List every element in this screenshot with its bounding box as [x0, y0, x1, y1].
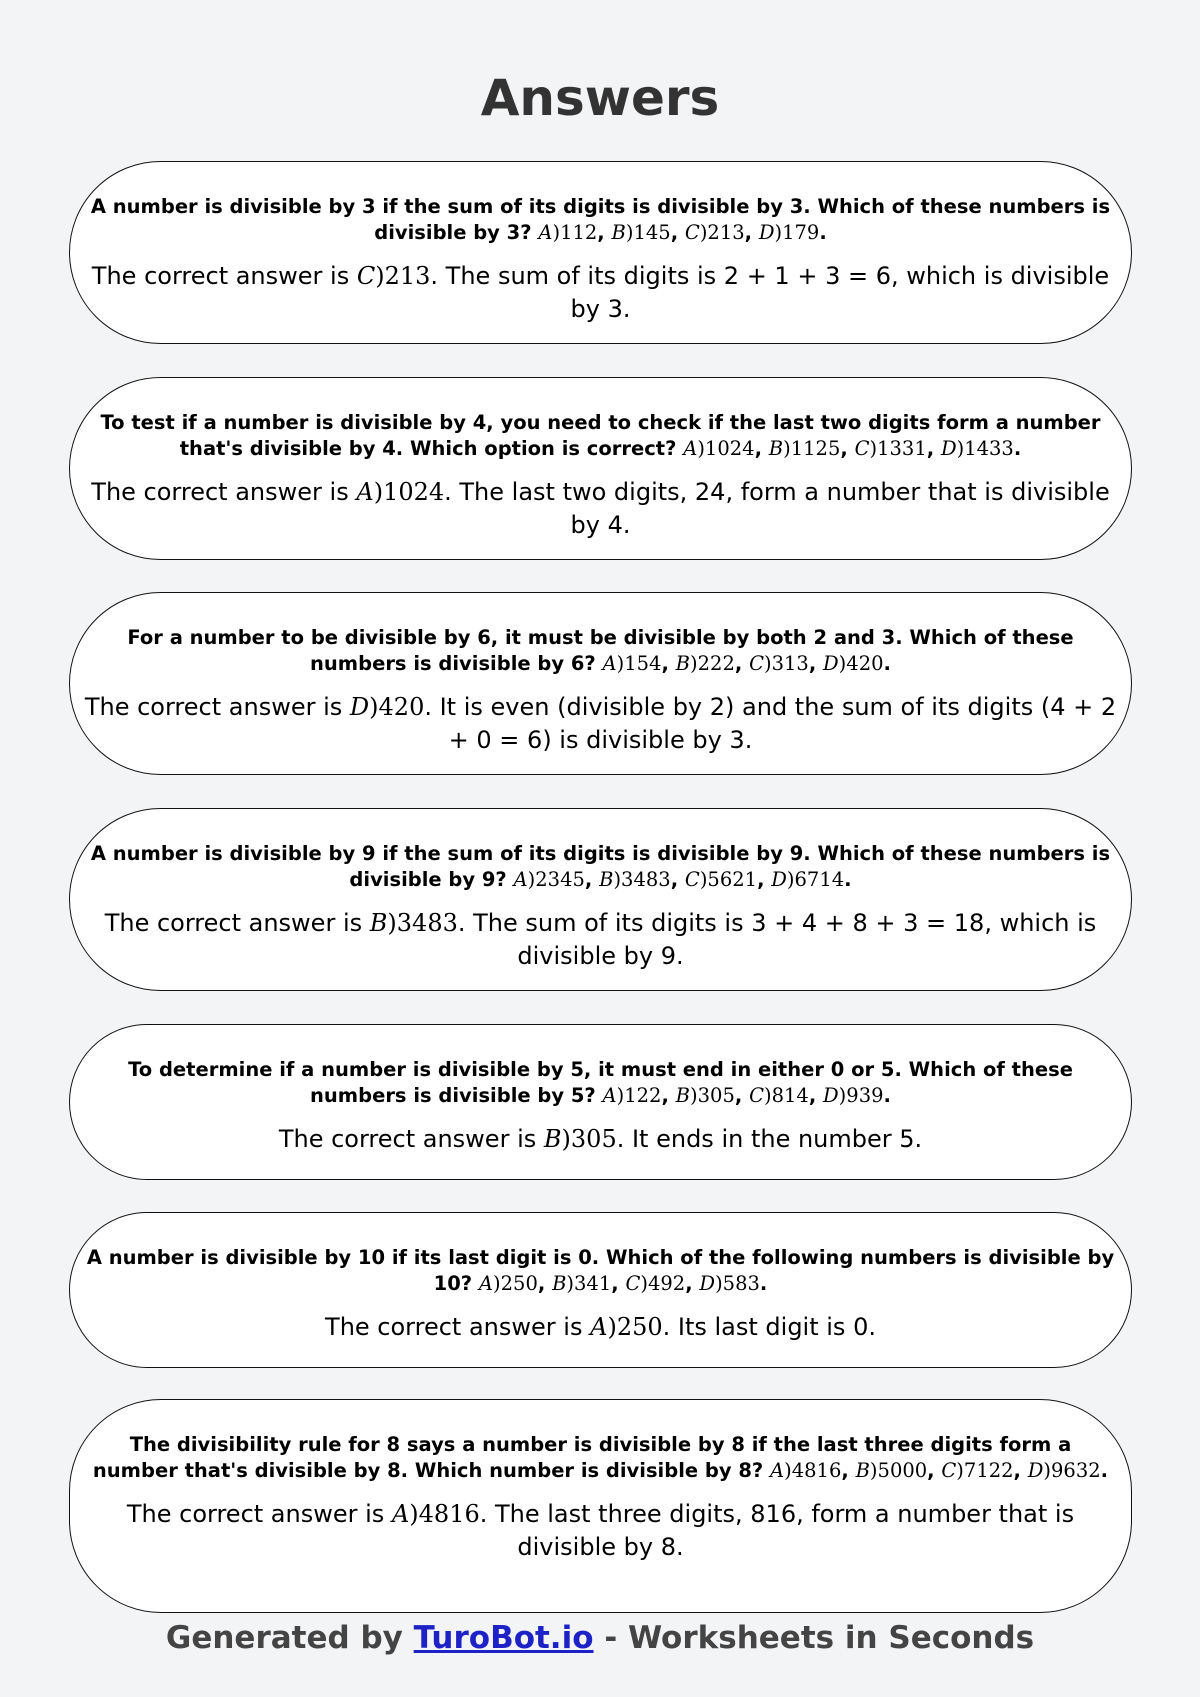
- correct-option: C)213: [356, 262, 431, 290]
- correct-option-letter: D: [349, 693, 370, 721]
- option-c: C)7122: [941, 1459, 1014, 1482]
- option-d: D)9632: [1027, 1459, 1101, 1482]
- option-a: A)154: [602, 652, 662, 675]
- answer-card: [69, 377, 1132, 560]
- option-letter: B: [675, 1084, 691, 1107]
- footer-prefix: Generated by: [165, 1620, 403, 1656]
- question-text: A number is divisible by 3 if the sum of its digits is divisible by 3. Which of these numbers is divisible by 3? A)112, B)145, C)213, D)179.: [90, 195, 1111, 244]
- answer-card: [69, 1399, 1132, 1613]
- correct-option: A)4816: [391, 1500, 480, 1528]
- option-value: 9632: [1051, 1459, 1101, 1482]
- option-b: B)145: [611, 221, 671, 244]
- option-letter: D: [1027, 1459, 1044, 1482]
- option-value: 4816: [791, 1459, 842, 1482]
- option-value: 341: [574, 1272, 612, 1295]
- correct-option-value: 213: [384, 262, 431, 290]
- option-b: B)5000: [855, 1459, 928, 1482]
- option-a: A)122: [602, 1084, 662, 1107]
- option-letter: D: [771, 868, 787, 891]
- answer-card: [69, 1024, 1132, 1180]
- option-letter: B: [552, 1272, 567, 1295]
- option-value: 814: [771, 1084, 809, 1107]
- answer-explanation: . Its last digit is 0.: [662, 1313, 876, 1341]
- answer-prefix: The correct answer is: [104, 909, 363, 937]
- option-d: D)939: [823, 1084, 884, 1107]
- footer-suffix: - Worksheets in Seconds: [604, 1620, 1035, 1656]
- option-value: 305: [697, 1084, 735, 1107]
- option-value: 250: [500, 1272, 538, 1295]
- correct-option-letter: B: [543, 1125, 562, 1153]
- answer-explanation: . The last two digits, 24, form a number that is divisible by 4.: [444, 478, 1110, 539]
- correct-option-letter: B: [369, 909, 388, 937]
- option-letter: D: [823, 652, 839, 675]
- answer-text: [84, 907, 1117, 973]
- correct-option-value: 420: [378, 693, 425, 721]
- option-c: C)5621: [684, 868, 758, 891]
- option-value: 145: [633, 221, 671, 244]
- answer-prefix: The correct answer is: [278, 1125, 537, 1153]
- option-c: C)814: [749, 1084, 809, 1107]
- option-b: B)1125: [768, 437, 841, 460]
- answer-card: [69, 1212, 1132, 1368]
- correct-option-letter: C: [356, 262, 376, 290]
- correct-option: A)1024: [356, 478, 445, 506]
- option-a: A)4816: [770, 1459, 842, 1482]
- option-value: 179: [782, 221, 820, 244]
- turobot-link[interactable]: TuroBot.io: [413, 1620, 594, 1656]
- option-value: 3483: [621, 868, 671, 891]
- answer-explanation: . The sum of its digits is 3 + 4 + 8 + 3 = 18, which is divisible by 9.: [457, 909, 1097, 970]
- option-letter: B: [768, 437, 784, 460]
- option-d: D)6714: [771, 868, 845, 891]
- answer-text: [84, 1123, 1117, 1156]
- option-letter: C: [749, 652, 764, 675]
- question-stem: For a number to be divisible by 6, it must be divisible by both 2 and 3. Which of these numbers is divisible by 6?: [127, 626, 1074, 675]
- option-letter: A: [683, 437, 698, 460]
- option-value: 1125: [790, 437, 841, 460]
- correct-option: A)250: [590, 1313, 663, 1341]
- option-letter: C: [941, 1459, 957, 1482]
- option-value: 6714: [794, 868, 845, 891]
- answer-prefix: The correct answer is: [91, 262, 350, 290]
- answer-prefix: The correct answer is: [325, 1313, 583, 1341]
- question-stem: The divisibility rule for 8 says a number is divisible by 8 if the last three digits form a number that's divisible by 8. Which number is divisible by 8?: [92, 1433, 1072, 1482]
- option-value: 5000: [877, 1459, 928, 1482]
- option-value: 2345: [535, 868, 585, 891]
- question-stem: A number is divisible by 9 if the sum of its digits is divisible by 9. Which of these numbers is divisible by 9?: [90, 842, 1111, 891]
- question-stem: A number is divisible by 10 if its last digit is 0. Which of the following numbers is divisible by 10?: [86, 1246, 1115, 1295]
- question-stem: To determine if a number is divisible by 5, it must end in either 0 or 5. Which of these numbers is divisible by 5?: [128, 1058, 1073, 1107]
- option-value: 154: [624, 652, 662, 675]
- correct-option-value: 4816: [418, 1500, 480, 1528]
- correct-option: D)420: [349, 693, 425, 721]
- option-c: C)213: [684, 221, 745, 244]
- answer-card: [69, 808, 1132, 991]
- option-a: A)250: [478, 1272, 538, 1295]
- correct-option-value: 250: [616, 1313, 663, 1341]
- option-letter: A: [770, 1459, 785, 1482]
- option-letter: D: [940, 437, 957, 460]
- option-d: D)179: [758, 221, 820, 244]
- correct-option: B)305: [543, 1125, 617, 1153]
- option-c: C)492: [625, 1272, 686, 1295]
- option-c: C)313: [749, 652, 809, 675]
- option-value: 122: [624, 1084, 662, 1107]
- question-text: A number is divisible by 9 if the sum of its digits is divisible by 9. Which of these numbers is divisible by 9? A)2345, B)3483, C)5621, D)6714.: [90, 842, 1111, 891]
- answer-text: [84, 1498, 1117, 1564]
- answer-explanation: . The last three digits, 816, form a number that is divisible by 8.: [479, 1500, 1075, 1561]
- answer-explanation: . The sum of its digits is 2 + 1 + 3 = 6, which is divisible by 3.: [430, 262, 1110, 323]
- question-text: A number is divisible by 10 if its last digit is 0. Which of the following numbers is divisible by 10? A)250, B)341, C)492, D)583.: [86, 1246, 1115, 1295]
- answer-card: [69, 592, 1132, 775]
- correct-option: B)3483: [369, 909, 458, 937]
- correct-option-letter: A: [391, 1500, 410, 1528]
- answer-prefix: The correct answer is: [126, 1500, 385, 1528]
- page-title: Answers: [480, 69, 720, 127]
- question-text: To test if a number is divisible by 4, you need to check if the last two digits form a number that's divisible by 4. Which option is correct? A)1024, B)1125, C)1331, D)1433.: [100, 411, 1101, 460]
- option-letter: D: [758, 221, 775, 244]
- option-a: A)112: [538, 221, 598, 244]
- option-letter: C: [625, 1272, 641, 1295]
- answer-text: [84, 476, 1117, 542]
- question-stem: A number is divisible by 3 if the sum of its digits is divisible by 3. Which of these numbers is divisible by 3?: [90, 195, 1111, 244]
- correct-option-letter: A: [356, 478, 374, 506]
- option-letter: A: [513, 868, 528, 891]
- option-letter: D: [699, 1272, 716, 1295]
- option-letter: C: [749, 1084, 764, 1107]
- answer-explanation: . It ends in the number 5.: [616, 1125, 923, 1153]
- option-letter: B: [675, 652, 691, 675]
- option-b: B)305: [675, 1084, 735, 1107]
- option-value: 420: [846, 652, 884, 675]
- option-letter: C: [684, 221, 700, 244]
- option-letter: A: [538, 221, 553, 244]
- option-letter: B: [611, 221, 626, 244]
- answer-explanation: . It is even (divisible by 2) and the sum of its digits (4 + 2 + 0 = 6) is divisible by 3.: [424, 693, 1117, 754]
- answer-text: [84, 260, 1117, 326]
- option-value: 1433: [964, 437, 1014, 460]
- answer-prefix: The correct answer is: [91, 478, 349, 506]
- option-value: 583: [722, 1272, 760, 1295]
- option-d: D)1433: [940, 437, 1014, 460]
- option-letter: C: [684, 868, 700, 891]
- option-a: A)1024: [683, 437, 755, 460]
- option-d: D)583: [699, 1272, 760, 1295]
- option-value: 112: [560, 221, 598, 244]
- option-value: 5621: [707, 868, 758, 891]
- option-c: C)1331: [854, 437, 927, 460]
- option-b: B)222: [675, 652, 735, 675]
- answer-text: [84, 1311, 1117, 1344]
- option-letter: A: [602, 652, 617, 675]
- correct-option-letter: A: [590, 1313, 608, 1341]
- option-a: A)2345: [513, 868, 585, 891]
- question-text: For a number to be divisible by 6, it must be divisible by both 2 and 3. Which of these numbers is divisible by 6? A)154, B)222, C)313, D)420.: [127, 626, 1074, 675]
- option-b: B)3483: [599, 868, 671, 891]
- option-value: 213: [707, 221, 745, 244]
- correct-option-value: 1024: [383, 478, 445, 506]
- correct-option-value: 305: [570, 1125, 617, 1153]
- option-value: 492: [647, 1272, 686, 1295]
- option-letter: B: [855, 1459, 870, 1482]
- question-text: To determine if a number is divisible by 5, it must end in either 0 or 5. Which of these numbers is divisible by 5? A)122, B)305, C)814, D)939.: [128, 1058, 1073, 1107]
- option-letter: C: [854, 437, 870, 460]
- option-letter: A: [602, 1084, 617, 1107]
- option-value: 7122: [963, 1459, 1014, 1482]
- option-value: 1024: [704, 437, 755, 460]
- option-letter: D: [823, 1084, 839, 1107]
- option-letter: A: [478, 1272, 494, 1295]
- question-stem: To test if a number is divisible by 4, you need to check if the last two digits form a number that's divisible by 4. Which option is correct?: [100, 411, 1101, 460]
- option-value: 939: [846, 1084, 884, 1107]
- answer-card: [69, 161, 1132, 344]
- option-b: B)341: [552, 1272, 612, 1295]
- option-value: 222: [697, 652, 735, 675]
- footer: [0, 1618, 1200, 1658]
- correct-option-value: 3483: [396, 909, 458, 937]
- answer-text: [84, 691, 1117, 757]
- option-letter: B: [599, 868, 614, 891]
- answer-prefix: The correct answer is: [84, 693, 343, 721]
- option-d: D)420: [823, 652, 884, 675]
- question-text: The divisibility rule for 8 says a number is divisible by 8 if the last three digits form a number that's divisible by 8. Which number is divisible by 8? A)4816, B)5000, C)7122, D)9632.: [92, 1433, 1109, 1482]
- option-value: 313: [771, 652, 809, 675]
- option-value: 1331: [877, 437, 927, 460]
